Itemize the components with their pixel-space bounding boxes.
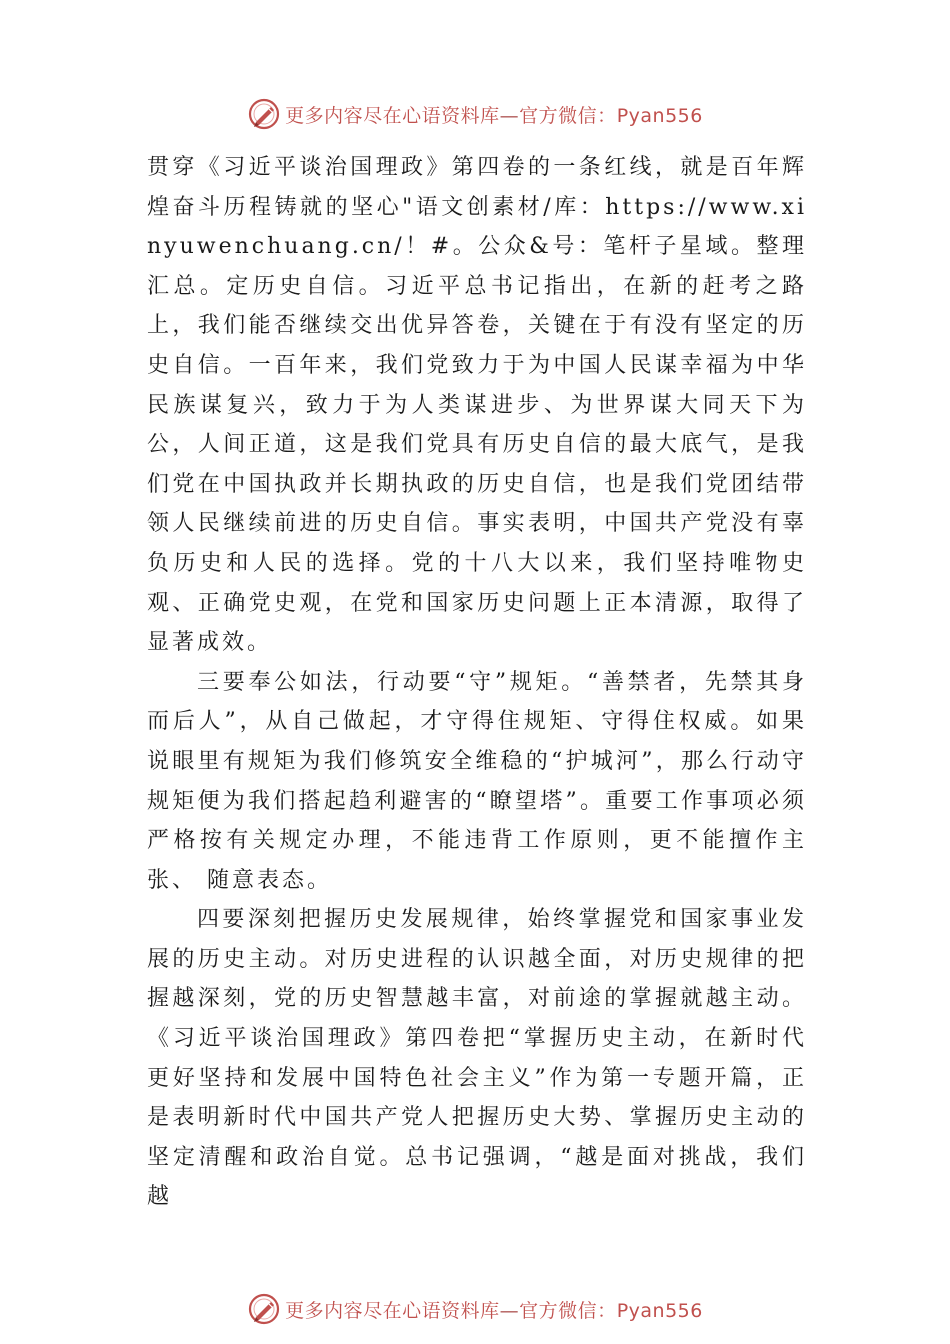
header-wechat-label: 官方微信： [519,104,617,127]
footer-banner [0,1289,950,1329]
paragraph-1: 贯穿《习近平谈治国理政》第四卷的一条红线，就是百年辉煌奋斗历程铸就的坚心"语文创素材/库：https://www.xinyuwenchuang.cn/！#。公众&号：笔杆子星域。整理汇总。定历史自信。习近平总书记指出，在新的赶考之路上，我们能否继续交出优异答卷，关键在于有没有坚定的历史自信。一百年来，我们党致力于为中国人民谋幸福为中华民族谋复兴，致力于为人类谋进步、为世界谋大同天下为公，人间正道，这是我们党具有历史自信的最大底气，是我们党在中国执政并长期执政的历史自信，也是我们党团结带领人民继续前进的历史自信。事实表明，中国共产党没有辜负历史和人民的选择。党的十八大以来，我们坚持唯物史观、正确党史观，在党和国家历史问题上正本清源，取得了显著成效。 [147,155,807,656]
document-body [147,148,807,1217]
header-banner [0,94,950,134]
footer-wechat-label: 官方微信： [519,1299,617,1322]
paragraph-3: 四要深刻把握历史发展规律，始终掌握党和国家事业发展的历史主动。对历史进程的认识越全面，对历史规律的把握越深刻，党的历史智慧越丰富，对前途的掌握就越主动。《习近平谈治国理政》第四卷把“掌握历史主动，在新时代更好坚持和发展中国特色社会主义”作为第一专题开篇，正是表明新时代中国共产党人把握历史大势、掌握历史主动的坚定清醒和政治自觉。总书记强调，“越是面对挑战，我们越 [147,907,807,1210]
footer-site-name: 更多内容尽在心语资料库 [285,1299,500,1322]
header-banner-text [285,101,703,128]
paragraph-2: 三要奉公如法，行动要“守”规矩。“善禁者，先禁其身而后人”，从自己做起，才守得住规矩、守得住权威。如果说眼里有规矩为我们修筑安全维稳的“护城河”，那么行动守规矩便为我们搭起趋利避害的“瞭望塔”。重要工作事项必须严格按有关规定办理，不能违背工作原则，更不能擅作主张、 随意表态。 [147,669,807,893]
footer-banner-text [285,1296,703,1323]
header-site-name: 更多内容尽在心语资料库 [285,104,500,127]
footer-wechat-id: Pyan556 [616,1299,703,1322]
footer-separator: — [499,1299,520,1322]
header-separator: — [499,104,520,127]
pen-stamp-icon [247,1292,281,1326]
header-wechat-id: Pyan556 [616,104,703,127]
pen-stamp-icon [247,97,281,131]
